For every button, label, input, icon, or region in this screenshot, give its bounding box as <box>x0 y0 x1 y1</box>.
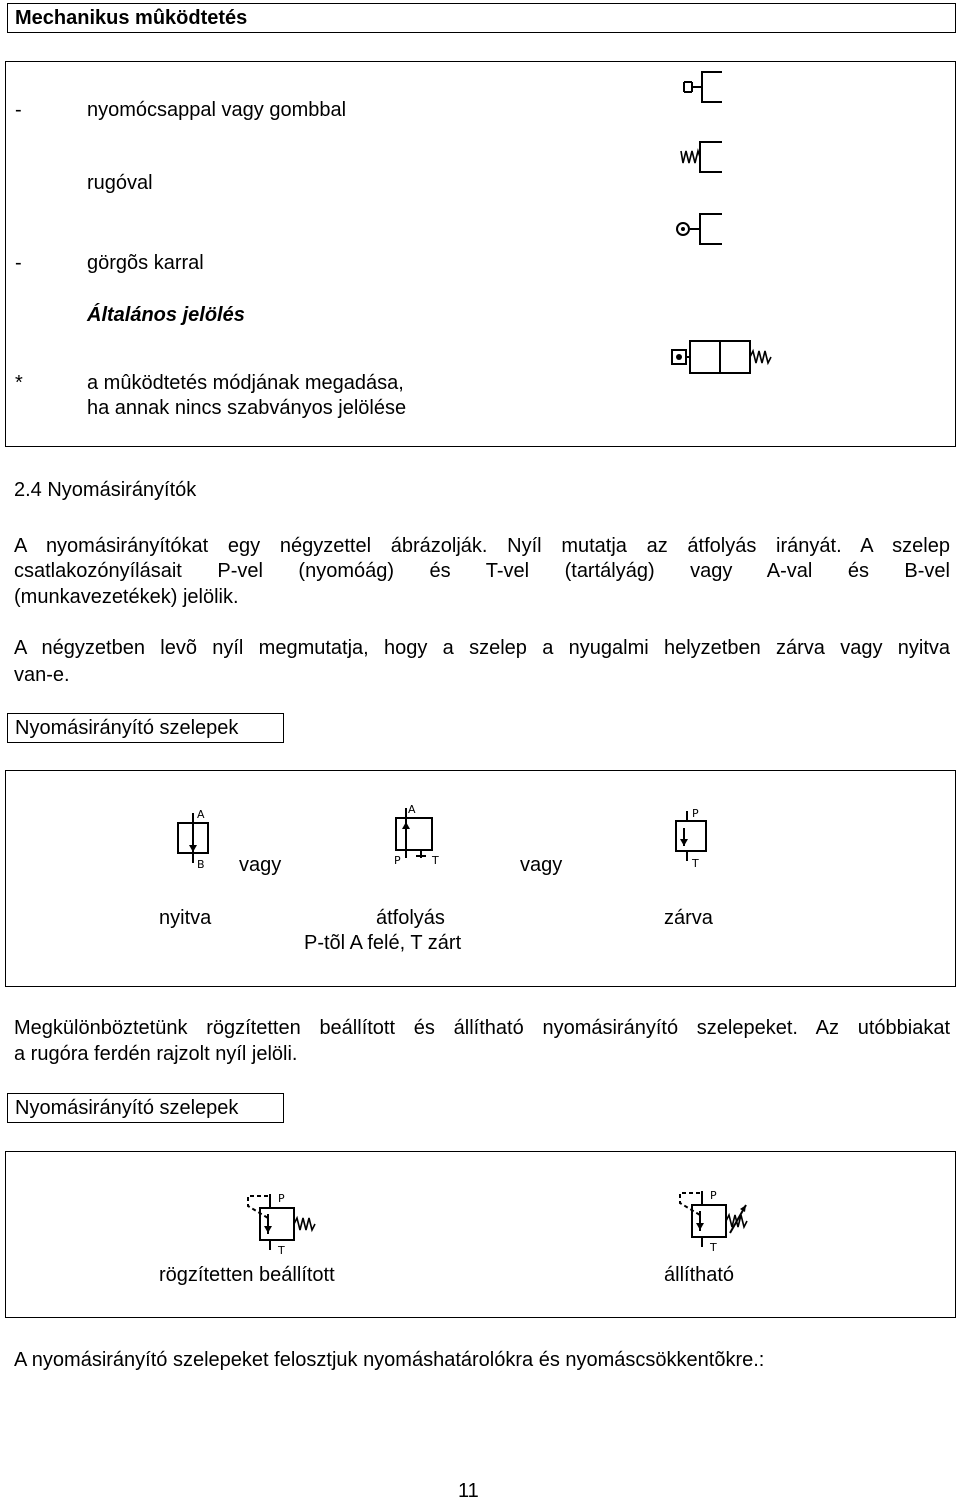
port-label-t-4: T <box>710 1241 717 1254</box>
row-roller-text: görgõs karral <box>87 252 204 274</box>
label-flow-2: P-tõl A felé, T zárt <box>304 932 462 954</box>
fixed-pressure-valve-symbol-icon <box>242 1188 322 1260</box>
port-label-p-3: P <box>278 1192 285 1205</box>
row-general-text-1: a mûködtetés módjának megadása, <box>87 372 404 394</box>
section-heading: 2.4 Nyomásirányítók <box>14 479 197 501</box>
closed-valve-symbol-icon <box>670 803 720 873</box>
row-spring-text: rugóval <box>87 172 153 194</box>
paragraph-2-line-1: A négyzetben levõ nyíl megmutatja, hogy a szelep a nyugalmi helyzetben zárva vagy nyitva <box>14 637 950 659</box>
separator-or-2: vagy <box>520 854 563 876</box>
paragraph-1-line-3: (munkavezetékek) jelölik. <box>14 586 239 608</box>
general-actuation-valve-icon <box>668 338 778 378</box>
label-flow-1: átfolyás <box>376 907 445 929</box>
port-label-p: P <box>394 854 401 867</box>
row-pushbutton-text: nyomócsappal vagy gombbal <box>87 99 347 121</box>
row-general-text-2: ha annak nincs szabványos jelölése <box>87 397 407 419</box>
page-number: 11 <box>458 1480 479 1502</box>
paragraph-3-line-1: Megkülönböztetünk rögzítetten beállított és állítható nyomásirányító szelepeket. Az utóbbiakat <box>14 1017 950 1039</box>
paragraph-2-line-2: van-e. <box>14 664 70 686</box>
mech-title: Mechanikus mûködtetés <box>15 7 248 29</box>
roller-lever-actuator-icon <box>672 210 728 250</box>
label-fixed: rögzítetten beállított <box>159 1264 335 1286</box>
spring-actuator-icon <box>678 140 728 180</box>
paragraph-1-line-1: A nyomásirányítókat egy négyzettel ábrázolják. Nyíl mutatja az átfolyás irányát. A szelep <box>14 535 950 557</box>
port-label-t-3: T <box>278 1244 285 1257</box>
push-button-actuator-icon <box>680 70 730 110</box>
label-open: nyitva <box>159 907 212 929</box>
port-label-t-2: T <box>692 857 699 870</box>
valves-adjust-box <box>5 1151 956 1318</box>
bullet-star: * <box>15 372 23 394</box>
flow-valve-symbol-icon <box>390 800 450 870</box>
paragraph-4: A nyomásirányító szelepeket felosztjuk nyomáshatárolókra és nyomáscsökkentõkre.: <box>14 1349 765 1371</box>
valves-symbols-box <box>5 770 956 987</box>
port-label-a-2: A <box>408 803 416 816</box>
separator-or-1: vagy <box>239 854 282 876</box>
port-label-p-2: P <box>692 807 699 820</box>
port-label-t: T <box>432 854 439 867</box>
label-adjustable: állítható <box>664 1264 735 1286</box>
open-valve-symbol-icon <box>170 805 220 875</box>
adjustable-pressure-valve-symbol-icon <box>674 1185 754 1257</box>
general-notation-heading: Általános jelölés <box>87 304 245 326</box>
valves-title: Nyomásirányító szelepek <box>15 717 239 739</box>
paragraph-3-line-2: a rugóra ferdén rajzolt nyíl jelöli. <box>14 1043 298 1065</box>
port-label-b: B <box>197 858 205 871</box>
port-label-p-4: P <box>710 1189 717 1202</box>
paragraph-1-line-2: csatlakozónyílásait P-vel (nyomóág) és T-vel (tartályág) vagy A-val és B-vel <box>14 560 950 582</box>
valves-title-2: Nyomásirányító szelepek <box>15 1097 239 1119</box>
port-label-a: A <box>197 808 205 821</box>
label-closed: zárva <box>664 907 713 929</box>
bullet-2: - <box>15 252 22 274</box>
bullet-1: - <box>15 99 22 121</box>
